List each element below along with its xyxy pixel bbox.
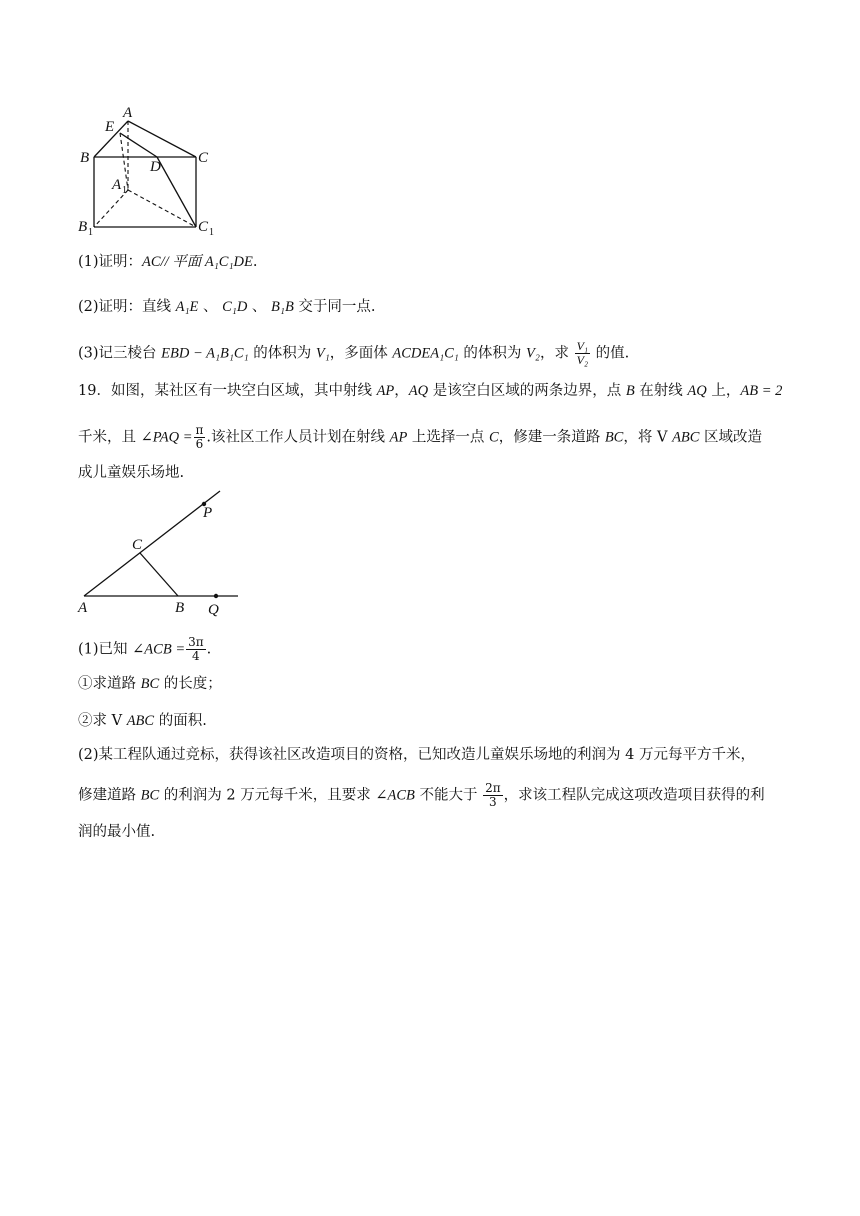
fig2-label-Q: Q [208, 602, 219, 618]
label-C: C [198, 150, 209, 166]
label-E: E [105, 119, 115, 135]
label-B: B [80, 150, 90, 166]
fig2-label-B: B [175, 600, 185, 616]
q18-part3: (3)记三棱台 EBD − A₁B₁C₁ 的体积为 V₁，多面体 ACDEA₁C₁ 的体积为 V₂，求 $\frac{\text{V₁}}{\text{V₂}}$ 的值. [78, 339, 630, 367]
q19-sub2: ②求 V ABC 的面积. [78, 713, 207, 729]
fig2-label-P: P [203, 505, 213, 521]
fig2-label-C: C [132, 537, 143, 553]
q18-part2: (2)证明：直线 A₁E 、 C₁D 、 B₁B 交于同一点. [78, 299, 376, 315]
q19-line2: 千米，且 ∠PAQ = $\frac{\pi}{6}$ .该社区工作人员计划在射线 AP 上选择一点 C，修建一条道路 BC，将 V ABC 区域改造 [78, 423, 763, 451]
q19-line3: 成儿童娱乐场地. [78, 465, 185, 481]
q19-line1: 19．如图，某社区有一块空白区域，其中射线 AP，AQ 是该空白区域的两条边界，点 B 在射线 AQ 上，AB = 2 [78, 383, 783, 399]
q19-part1: (1)已知 ∠ACB = $\frac{3\pi}{4}$ . [78, 635, 212, 663]
q19-part2-line3: 润的最小值. [78, 824, 156, 840]
label-A: A [123, 105, 133, 121]
label-A1: A [112, 177, 122, 193]
label-A1-sub: 1 [122, 185, 127, 196]
q19-part2-line2: 修建道路 BC 的利润为 2 万元每千米，且要求 ∠ACB 不能大于 $\frac{2\pi}{3}$ ，求该工程队完成这项改造项目获得的利 [78, 781, 765, 809]
fig2-label-A: A [78, 600, 88, 616]
rays-figure [74, 486, 254, 620]
prism-figure [74, 100, 234, 240]
label-C1-sub: 1 [209, 227, 214, 238]
q19-sub1: ①求道路 BC 的长度； [78, 676, 222, 692]
fraction-pi-6: $\frac{\pi}{6}$ [195, 423, 204, 451]
q18-part1: (1)证明：AC// 平面 A₁C₁DE. [78, 254, 258, 270]
label-B1-sub: 1 [88, 227, 93, 238]
label-B1: B [78, 219, 88, 235]
label-C1: C [198, 219, 209, 235]
fraction-3pi-4: $\frac{3\pi}{4}$ [188, 635, 204, 663]
q19-part2-line1: (2)某工程队通过竞标，获得该社区改造项目的资格，已知改造儿童娱乐场地的利润为 4 万元每平方千米， [78, 747, 755, 763]
fraction-2pi-3: $\frac{2\pi}{3}$ [485, 781, 501, 809]
fraction-v1-v2: $\frac{\text{V₁}}{\text{V₂}}$ [576, 339, 589, 367]
label-D: D [150, 159, 161, 175]
